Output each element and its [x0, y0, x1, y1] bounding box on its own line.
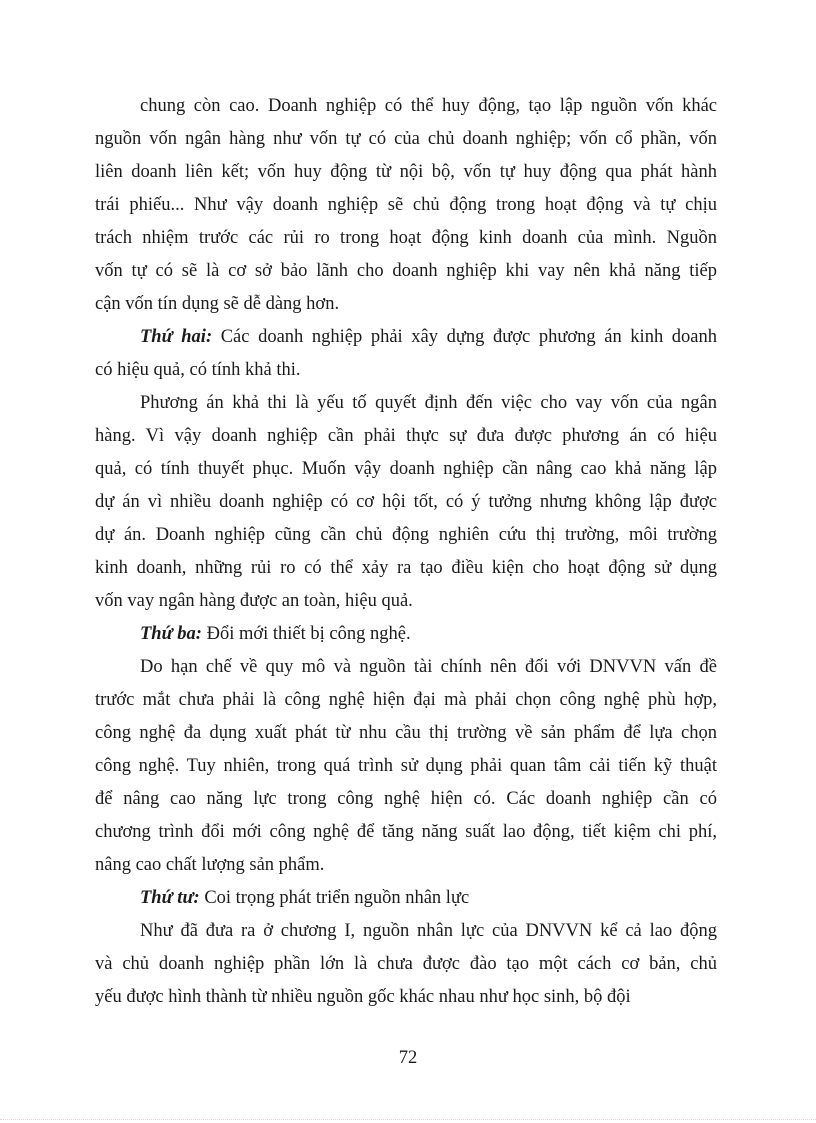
paragraph: [95, 618, 717, 651]
text-line: Như đã đưa ra ở chương I, nguồn nhân lực của DNVVN kể cả lao động: [140, 921, 717, 941]
text-line: yếu được hình thành từ nhiều nguồn gốc khác nhau như học sinh, bộ đội: [95, 987, 631, 1007]
text-line: chung còn cao. Doanh nghiệp có thể huy động, tạo lập nguồn vốn khác: [140, 96, 717, 116]
text-line: nguồn vốn ngân hàng như vốn tự có của chủ doanh nghiệp; vốn cổ phần, vốn: [95, 129, 717, 149]
text-line: và chủ doanh nghiệp phần lớn là chưa được đào tạo một cách cơ bản, chủ: [95, 954, 717, 974]
text-line: trái phiếu... Như vậy doanh nghiệp sẽ chủ động trong hoạt động và tự chịu: [95, 195, 717, 215]
text-line: nâng cao chất lượng sản phẩm.: [95, 855, 325, 875]
text-line: Thứ tư: Coi trọng phát triển nguồn nhân lực: [140, 888, 470, 908]
text-column: [95, 90, 717, 1014]
paragraph: [95, 882, 717, 915]
text-line: dự án vì nhiều doanh nghiệp có cơ hội tốt, có ý tưởng nhưng không lập được: [95, 492, 717, 512]
text-line: để nâng cao năng lực trong công nghệ hiện có. Các doanh nghiệp cần có: [95, 789, 717, 809]
paragraph: [95, 915, 717, 1014]
paragraph: [95, 90, 717, 321]
text-line: công nghệ. Tuy nhiên, trong quá trình sử dụng phải quan tâm cải tiến kỹ thuật: [95, 756, 717, 776]
text-line: quả, có tính thuyết phục. Muốn vậy doanh nghiệp cần nâng cao khả năng lập: [95, 459, 717, 479]
paragraph: [95, 387, 717, 618]
paragraph: [95, 321, 717, 387]
page-number: 72: [398, 1048, 418, 1068]
text-line: hàng. Vì vậy doanh nghiệp cần phải thực sự đưa được phương án có hiệu: [95, 426, 717, 446]
text-line: kinh doanh, những rủi ro có thể xảy ra tạo điều kiện cho hoạt động sử dụng: [95, 558, 717, 578]
paragraph: [95, 651, 717, 882]
lead-emphasis: Thứ hai:: [140, 327, 213, 347]
text-line: có hiệu quả, có tính khả thi.: [95, 360, 301, 380]
text-line: trước mắt chưa phải là công nghệ hiện đại mà phải chọn công nghệ phù hợp,: [95, 690, 717, 710]
text-line: Phương án khả thi là yếu tố quyết định đến việc cho vay vốn của ngân: [140, 393, 717, 413]
text-line: liên doanh liên kết; vốn huy động từ nội bộ, vốn tự huy động qua phát hành: [95, 162, 717, 182]
lead-emphasis: Thứ ba:: [140, 624, 202, 644]
lead-emphasis: Thứ tư:: [140, 888, 200, 908]
text-line: Do hạn chế về quy mô và nguồn tài chính nên đối với DNVVN vấn đề: [140, 657, 717, 677]
text-line: Thứ ba: Đổi mới thiết bị công nghệ.: [140, 624, 411, 644]
text-line: trách nhiệm trước các rủi ro trong hoạt động kinh doanh của mình. Nguồn: [95, 228, 717, 248]
text-line: vốn tự có sẽ là cơ sở bảo lãnh cho doanh nghiệp khi vay nên khả năng tiếp: [95, 261, 717, 281]
text-line: vốn vay ngân hàng được an toàn, hiệu quả.: [95, 591, 413, 611]
text-line: chương trình đổi mới công nghệ để tăng năng suất lao động, tiết kiệm chi phí,: [95, 822, 717, 842]
text-line: công nghệ đa dụng xuất phát từ nhu cầu thị trường về sản phẩm để lựa chọn: [95, 723, 717, 743]
text-line: cận vốn tín dụng sẽ dễ dàng hơn.: [95, 294, 340, 314]
text-line: dự án. Doanh nghiệp cũng cần chủ động nghiên cứu thị trường, môi trường: [95, 525, 717, 545]
text-line: Thứ hai: Các doanh nghiệp phải xây dựng được phương án kinh doanh: [140, 327, 718, 347]
page-boundary-dotted-line: [0, 1119, 816, 1120]
